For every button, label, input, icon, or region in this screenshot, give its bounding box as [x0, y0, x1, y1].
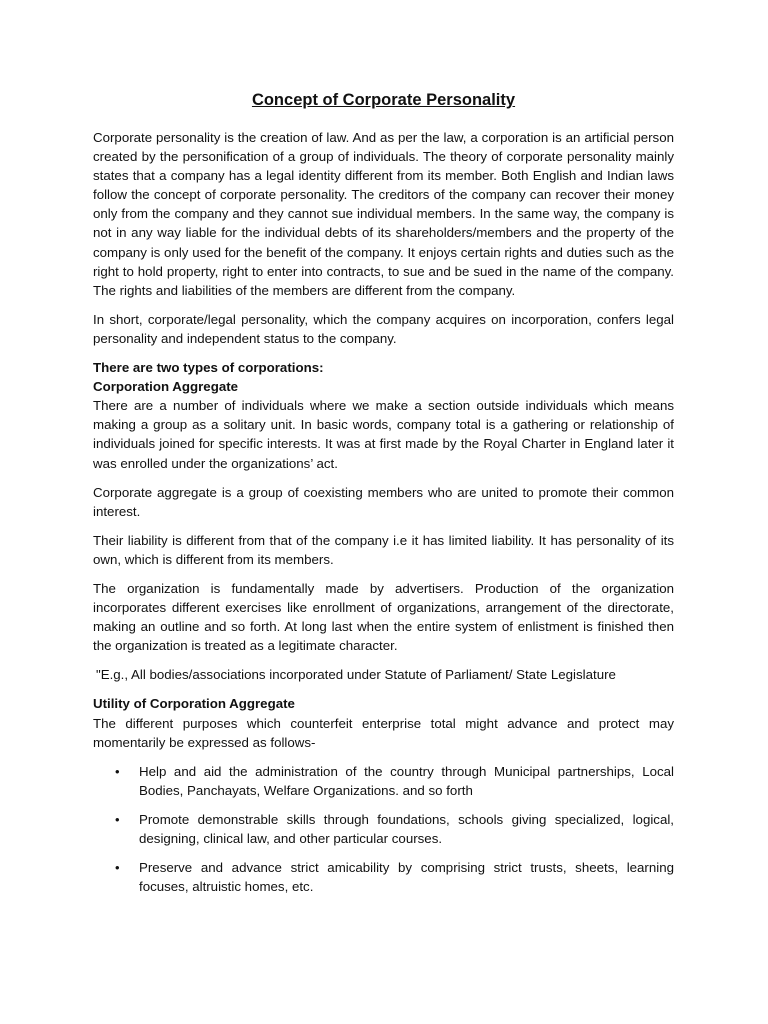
- bullet-icon: •: [115, 860, 120, 876]
- list-item-text: Help and aid the administration of the country through Municipal partnerships, Local Bodies, Panchayats, Welfare Organizations. and so forth: [139, 763, 674, 798]
- types-heading: There are two types of corporations:: [93, 360, 324, 376]
- example-paragraph: "E.g., All bodies/associations incorporated under Statute of Parliament/ State Legislature: [96, 667, 616, 683]
- aggregate-heading: Corporation Aggregate: [93, 379, 239, 395]
- list-item-text: Promote demonstrable skills through foundations, schools giving specialized, logical, designing, clinical law, and other particular courses.: [139, 811, 674, 846]
- list-item: [93, 858, 674, 896]
- summary-paragraph: In short, corporate/legal personality, which the company acquires on incorporation, confers legal personality and independent status to the company.: [93, 311, 674, 346]
- list-item: [93, 810, 674, 848]
- utility-heading: Utility of Corporation Aggregate: [93, 696, 295, 712]
- utility-paragraph: The different purposes which counterfeit enterprise total might advance and protect may momentarily be expressed as follows-: [93, 715, 674, 750]
- document-title: Concept of Corporate Personality: [251, 91, 516, 109]
- organization-paragraph: The organization is fundamentally made by advertisers. Production of the organization incorporates different exercises like enrollment of organizations, arrangement of the directorate, making an outline and so forth. At long last when the entire system of enlistment is finished then the organization is treated as a legitimate character.: [93, 580, 674, 654]
- list-item: [93, 762, 674, 800]
- aggregate-definition-paragraph: Corporate aggregate is a group of coexisting members who are united to promote their common interest.: [93, 484, 674, 519]
- list-item-text: Preserve and advance strict amicability by comprising strict trusts, sheets, learning focuses, altruistic homes, etc.: [139, 860, 674, 895]
- bullet-icon: •: [115, 763, 120, 779]
- bullet-icon: •: [115, 811, 120, 827]
- intro-paragraph: Corporate personality is the creation of law. And as per the law, a corporation is an artificial person created by the personification of a group of individuals. The theory of corporate personality mainly states that a company has a legal identity different from its member. Both English and Indian laws follow the concept of corporate personality. The creditors of the company can recover their money only from the company and they cannot sue individual members. In the same way, the company is not in any way liable for the individual debts of its shareholders/members and the property of the company is only used for the benefit of the company. It enjoys certain rights and duties such as the right to hold property, right to enter into contracts, to sue and be sued in the name of the company. The rights and liabilities of the members are different from the company.: [93, 130, 674, 298]
- liability-paragraph: Their liability is different from that of the company i.e it has limited liability. It has personality of its own, which is different from its members.: [93, 532, 674, 567]
- document-page: [93, 86, 674, 906]
- utility-bullet-list: [93, 762, 674, 897]
- aggregate-paragraph: There are a number of individuals where we make a section outside individuals which means making a group as a solitary unit. In basic words, company total is a gathering or relationship of individuals joined for specific interests. It was at first made by the Royal Charter in England later it was enrolled under the organizations’ act.: [93, 398, 674, 471]
